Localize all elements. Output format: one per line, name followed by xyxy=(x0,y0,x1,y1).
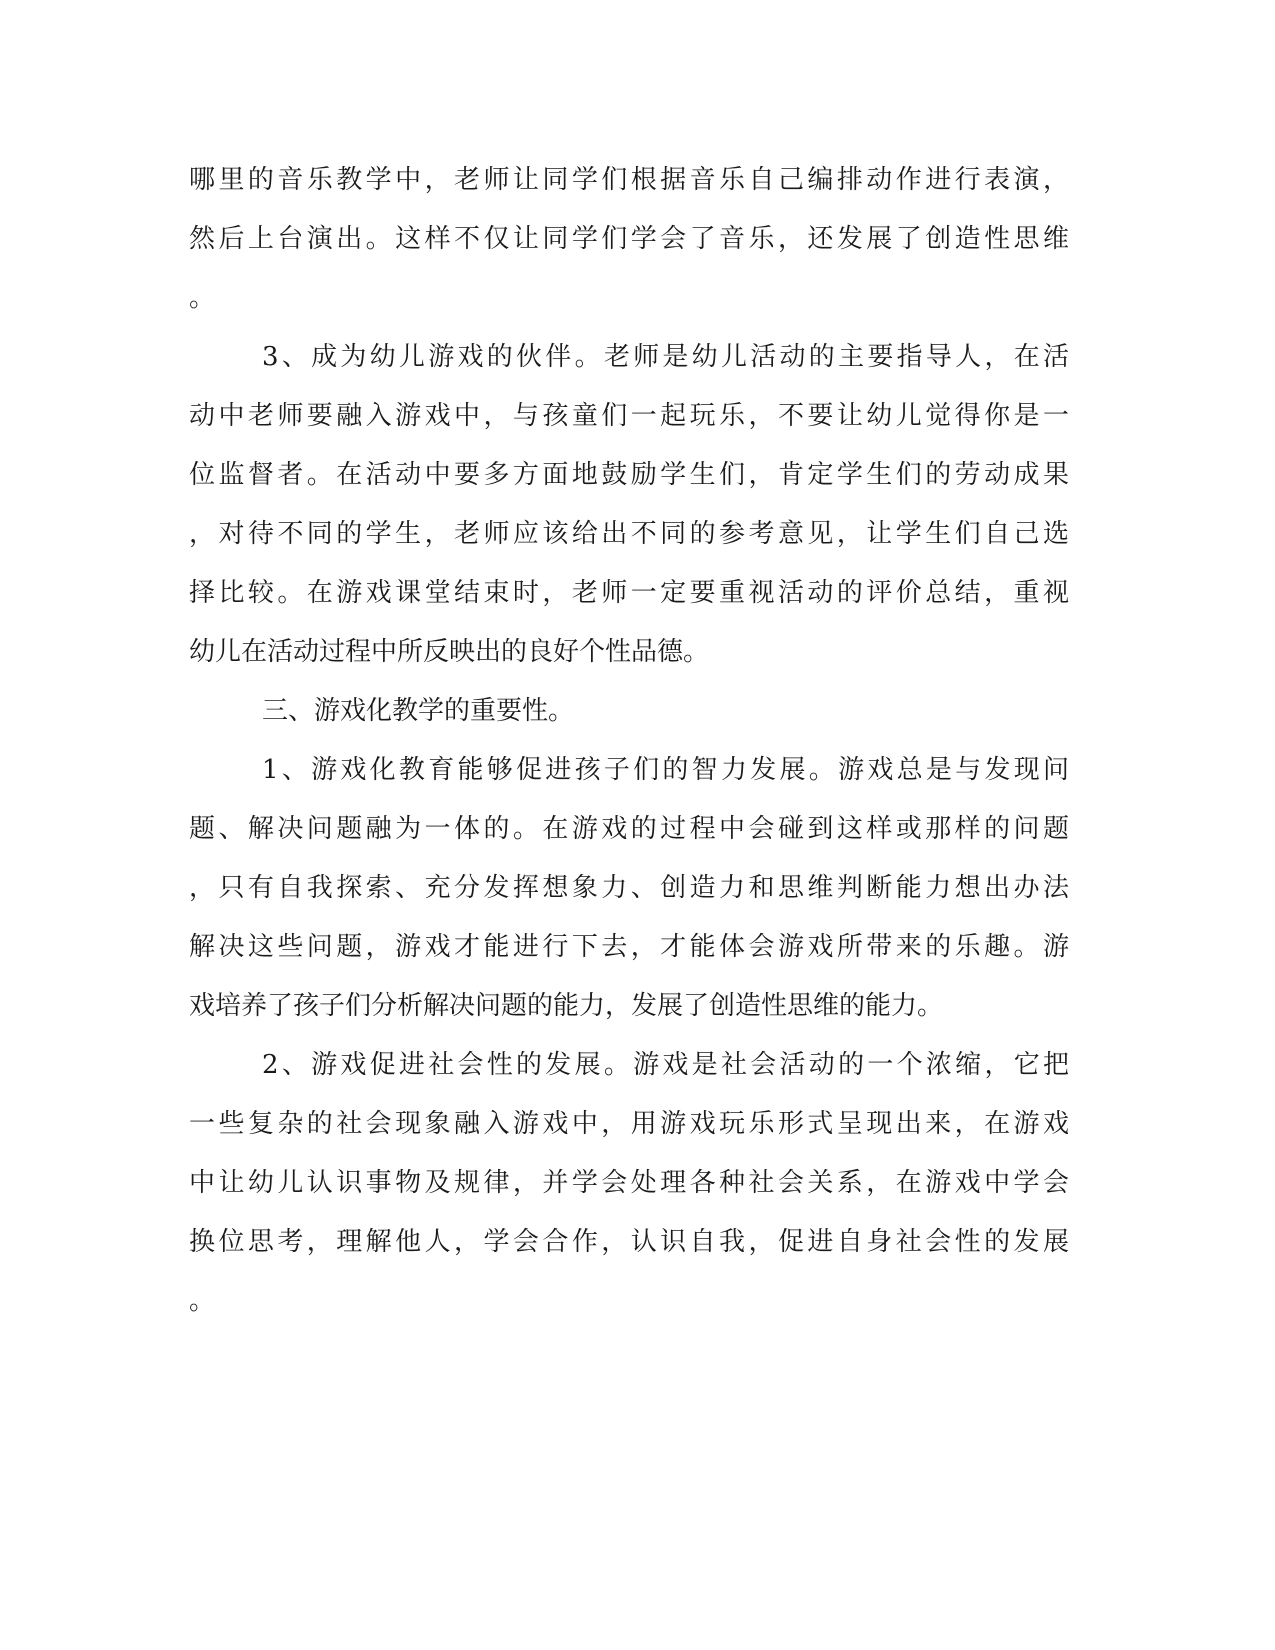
text-line: 然后上台演出。这样不仅让同学们学会了音乐，还发展了创造性思维 xyxy=(189,224,1069,254)
text-line: 题、解决问题融为一体的。在游戏的过程中会碰到这样或那样的问题 xyxy=(189,814,1069,844)
text-line: 一些复杂的社会现象融入游戏中，用游戏玩乐形式呈现出来，在游戏 xyxy=(189,1109,1069,1139)
text-line: ，只有自我探索、充分发挥想象力、创造力和思维判断能力想出办法 xyxy=(189,873,1069,903)
text-line: 择比较。在游戏课堂结束时，老师一定要重视活动的评价总结，重视 xyxy=(189,578,1069,608)
text-line: 戏培养了孩子们分析解决问题的能力，发展了创造性思维的能力。 xyxy=(189,991,944,1021)
paragraph-start-line: 1、游戏化教育能够促进孩子们的智力发展。游戏总是与发现问 xyxy=(262,755,1069,785)
paragraph-start-line: 2、游戏促进社会性的发展。游戏是社会活动的一个浓缩，它把 xyxy=(262,1050,1069,1080)
paragraph-start-line: 3、成为幼儿游戏的伙伴。老师是幼儿活动的主要指导人，在活 xyxy=(262,342,1069,372)
text-line: 中让幼儿认识事物及规律，并学会处理各种社会关系，在游戏中学会 xyxy=(189,1168,1069,1198)
section-heading: 三、游戏化教学的重要性。 xyxy=(262,696,575,726)
text-line: 解决这些问题，游戏才能进行下去，才能体会游戏所带来的乐趣。游 xyxy=(189,932,1069,962)
text-line: 位监督者。在活动中要多方面地鼓励学生们，肯定学生们的劳动成果 xyxy=(189,460,1069,490)
text-line: 哪里的音乐教学中，老师让同学们根据音乐自己编排动作进行表演， xyxy=(189,165,1069,195)
text-line: 换位思考，理解他人，学会合作，认识自我，促进自身社会性的发展 xyxy=(189,1227,1069,1257)
text-line: 动中老师要融入游戏中，与孩童们一起玩乐，不要让幼儿觉得你是一 xyxy=(189,401,1069,431)
text-line: 。 xyxy=(189,1286,216,1316)
text-line: 幼儿在活动过程中所反映出的良好个性品德。 xyxy=(189,637,710,667)
text-line: ，对待不同的学生，老师应该给出不同的参考意见，让学生们自己选 xyxy=(189,519,1069,549)
text-line: 。 xyxy=(189,283,216,313)
